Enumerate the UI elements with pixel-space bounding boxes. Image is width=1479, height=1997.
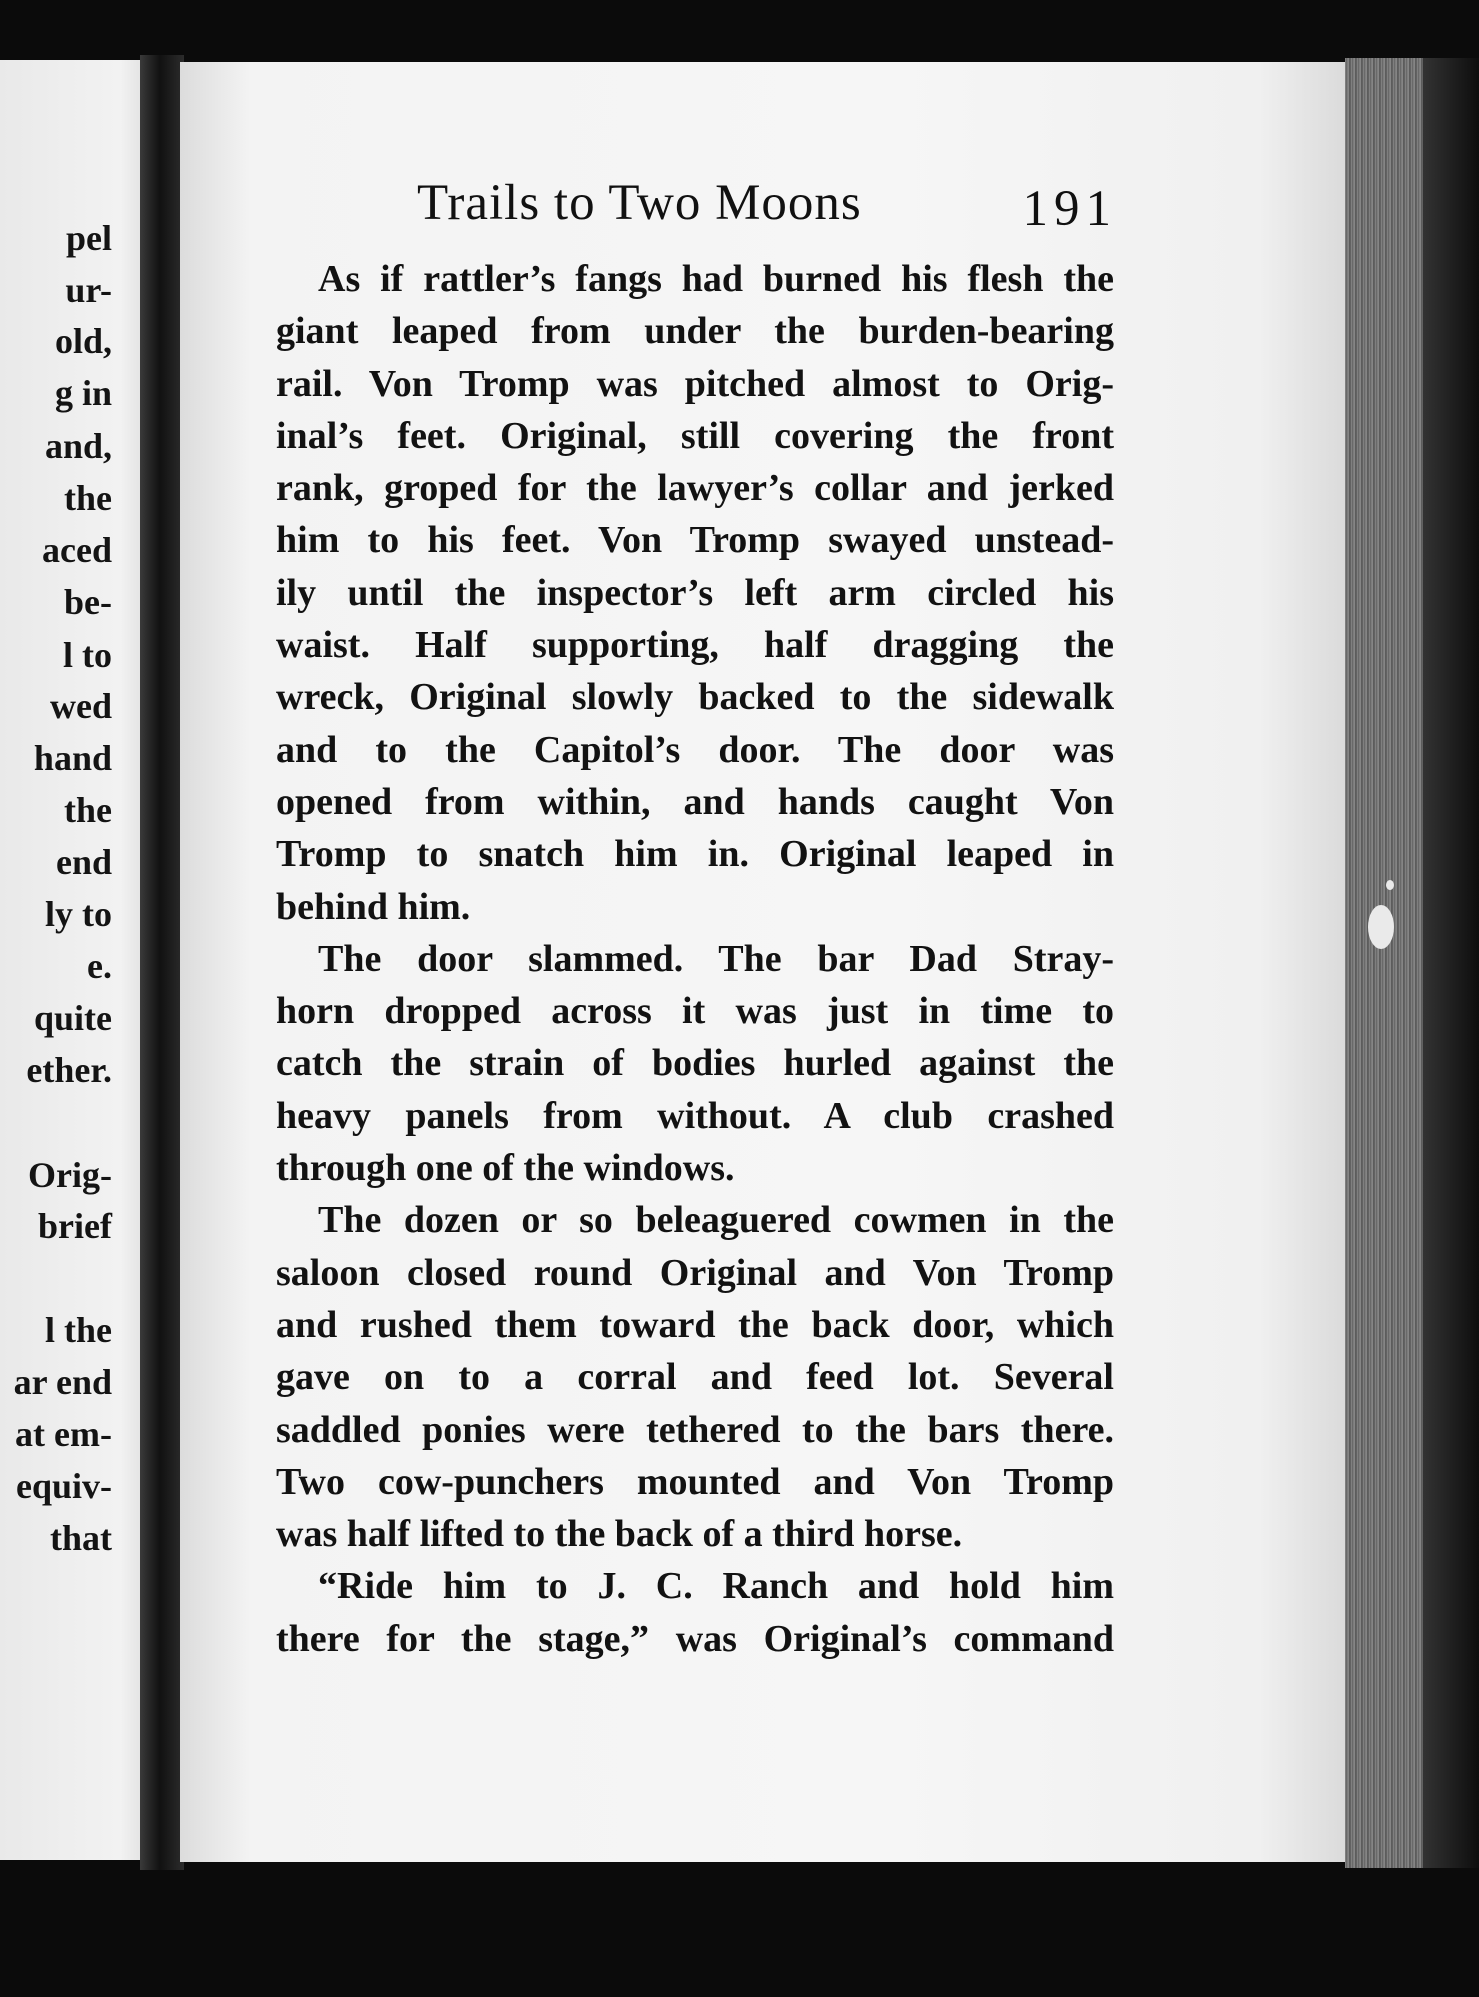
- left-page-line: Orig-: [28, 1155, 112, 1195]
- text-line: gave on to a corral and feed lot. Several: [276, 1356, 1114, 1399]
- text-line: Two cow-punchers mounted and Von Tromp: [276, 1460, 1114, 1503]
- left-page-line: ar end: [13, 1362, 112, 1402]
- text-line: Tromp to snatch him in. Original leaped in: [276, 833, 1114, 876]
- text-line: him to his feet. Von Tromp swayed unstead-: [276, 519, 1114, 562]
- text-line: through one of the windows.: [276, 1147, 735, 1190]
- left-page-line: ly to: [45, 894, 112, 934]
- page-number: 191: [1022, 181, 1117, 237]
- page-edges-shadow: [1423, 58, 1479, 1868]
- text-line: waist. Half supporting, half dragging the: [276, 624, 1114, 667]
- left-page-line: equiv-: [15, 1466, 112, 1506]
- text-line: inal’s feet. Original, still covering the front: [276, 414, 1114, 457]
- left-page-line: that: [50, 1518, 112, 1558]
- left-page-line: e.: [87, 946, 112, 986]
- left-page-line: l the: [45, 1310, 112, 1350]
- text-line: As if rattler’s fangs had burned his flesh the: [318, 258, 1114, 300]
- text-line: ily until the inspector’s left arm circled his: [276, 571, 1114, 614]
- text-line: there for the stage,” was Original’s command: [276, 1617, 1114, 1660]
- text-line: giant leaped from under the burden-bearing: [276, 310, 1114, 353]
- left-page-line: wed: [50, 686, 112, 726]
- text-line: saloon closed round Original and Von Tromp: [276, 1251, 1114, 1294]
- scan-speck: [1386, 880, 1394, 890]
- text-line: heavy panels from without. A club crashed: [276, 1094, 1114, 1137]
- left-page-line: the: [64, 790, 112, 830]
- text-line: horn dropped across it was just in time to: [276, 990, 1114, 1033]
- left-page-line: the: [64, 478, 112, 518]
- text-line: catch the strain of bodies hurled against the: [276, 1042, 1114, 1085]
- text-line: and to the Capitol’s door. The door was: [276, 728, 1114, 771]
- left-page-line: at em-: [15, 1414, 112, 1454]
- running-head: [417, 175, 1117, 238]
- text-line: The door slammed. The bar Dad Stray-: [318, 937, 1114, 980]
- text-line: rail. Von Tromp was pitched almost to Orig-: [276, 362, 1114, 405]
- body-text: [276, 253, 1114, 1665]
- left-page-line: l to: [63, 635, 112, 675]
- text-line: wreck, Original slowly backed to the sidewalk: [276, 676, 1114, 719]
- left-page-line: g in: [54, 373, 112, 413]
- text-line: saddled ponies were tethered to the bars there.: [276, 1408, 1114, 1451]
- text-line: “Ride him to J. C. Ranch and hold him: [318, 1565, 1114, 1608]
- left-page-line: ur-: [65, 270, 112, 310]
- text-line: The dozen or so beleaguered cowmen in the: [318, 1199, 1114, 1242]
- text-line: behind him.: [276, 885, 471, 928]
- left-page-line: aced: [42, 530, 112, 570]
- book-gutter: [140, 55, 184, 1870]
- running-title: Trails to Two Moons: [417, 175, 862, 231]
- text-line: opened from within, and hands caught Von: [276, 780, 1114, 823]
- text-line: was half lifted to the back of a third horse.: [276, 1513, 963, 1556]
- scan-speck: [1368, 905, 1394, 949]
- left-page-line: brief: [38, 1206, 112, 1246]
- left-page-line: quite: [33, 998, 112, 1038]
- page-edges: [1345, 58, 1423, 1868]
- left-page-line: old,: [54, 321, 112, 361]
- left-page-line: and,: [44, 426, 112, 466]
- left-page-line: pel: [65, 218, 112, 258]
- left-page-line: end: [55, 842, 112, 882]
- text-line: and rushed them toward the back door, which: [276, 1303, 1114, 1346]
- left-page-line: be-: [64, 582, 112, 622]
- left-page-line: hand: [33, 738, 112, 778]
- text-line: rank, groped for the lawyer’s collar and jerked: [276, 467, 1114, 510]
- left-page-line: ether.: [26, 1050, 112, 1090]
